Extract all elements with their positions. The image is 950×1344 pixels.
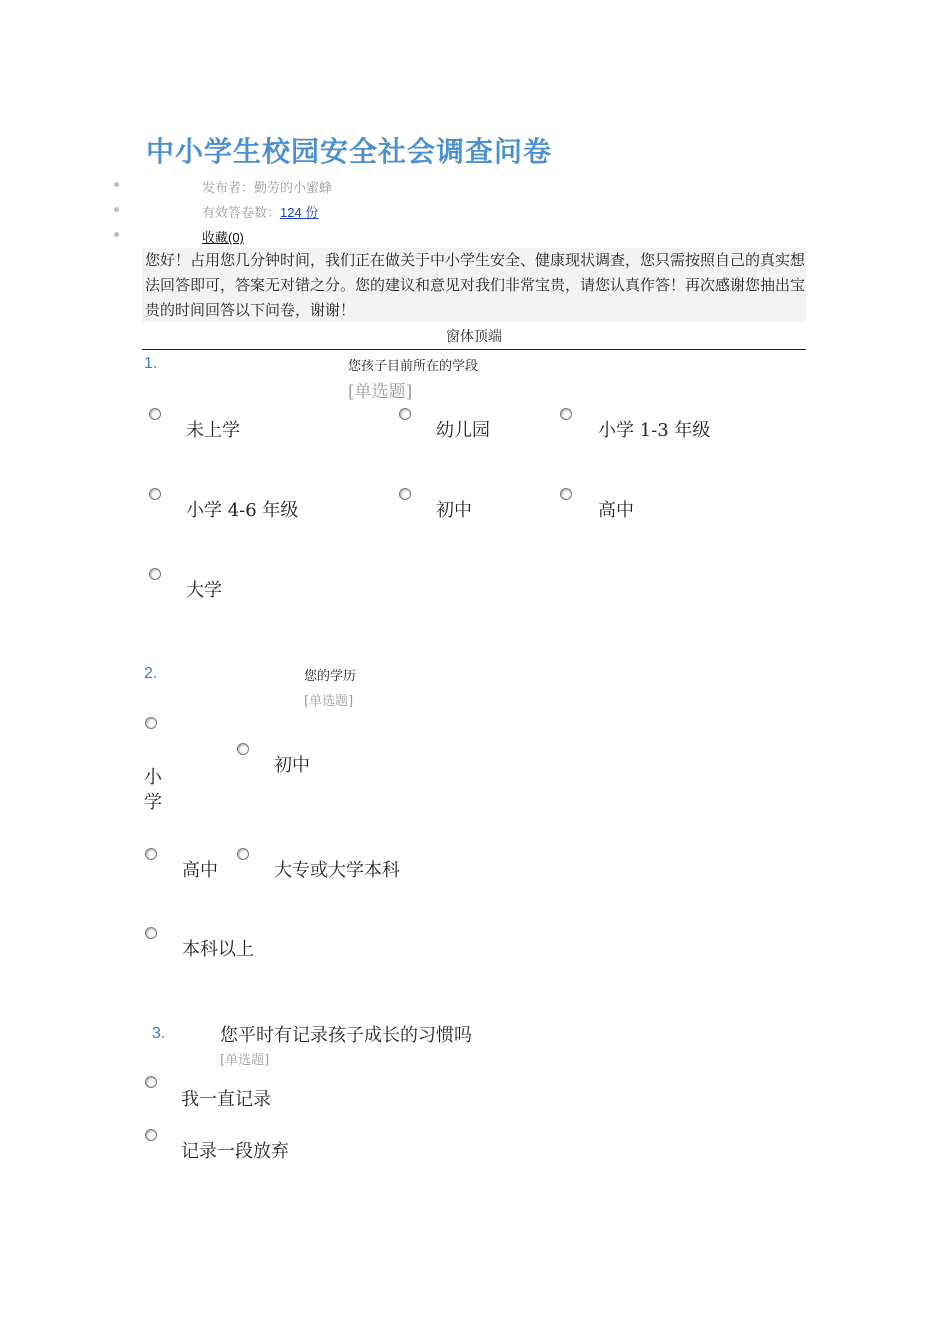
radio-q2-option-2[interactable] [237, 743, 249, 755]
radio-q2-option-1[interactable] [145, 717, 157, 729]
option-label: 幼儿园 [436, 420, 490, 441]
option-label: 初中 [274, 755, 310, 776]
option-label: 大专或大学本科 [274, 860, 400, 881]
option-label: 高中 [598, 500, 634, 521]
list-bullet [114, 232, 119, 237]
divider [142, 349, 806, 350]
radio-q1-option-5[interactable] [399, 488, 411, 500]
radio-q1-option-1[interactable] [149, 408, 161, 420]
radio-q1-option-7[interactable] [149, 568, 161, 580]
question-type: [单选题] [348, 382, 413, 402]
option-label: 小学 [144, 767, 162, 813]
intro-text: 您好！占用您几分钟时间，我们正在做关于中小学生安全、健康现状调查，您只需按照自己的真实想法回答即可，答案无对错之分。您的建议和意见对我们非常宝贵，请您认真作答！再次感谢您抽出宝贵的时间回答以下问卷，谢谢！ [142, 248, 806, 322]
option-label: 小学 4-6 年级 [186, 500, 299, 521]
option-label: 高中 [182, 860, 218, 881]
publisher-row [202, 177, 332, 196]
radio-q2-option-3[interactable] [145, 848, 157, 860]
question-title: 您的学历 [304, 669, 357, 684]
option-label: 我一直记录 [181, 1089, 271, 1110]
list-bullet [114, 182, 119, 187]
question-number: 1. [144, 355, 158, 372]
list-bullet [114, 207, 119, 212]
answers-label: 有效答卷数： [202, 206, 281, 221]
form-top-label: 窗体顶端 [446, 329, 502, 345]
page-title: 中小学生校园安全社会调查问卷 [146, 135, 553, 168]
option-label: 记录一段放弃 [181, 1141, 289, 1162]
radio-q1-option-2[interactable] [399, 408, 411, 420]
radio-q3-option-1[interactable] [145, 1076, 157, 1088]
radio-q3-option-2[interactable] [145, 1129, 157, 1141]
option-label: 大学 [186, 580, 222, 601]
question-number: 3. [152, 1025, 166, 1042]
question-type: [单选题] [304, 694, 354, 709]
question-number: 2. [144, 665, 158, 682]
publisher-name: 勤劳的小蜜蜂 [254, 181, 333, 196]
question-title: 您平时有记录孩子成长的习惯吗 [220, 1025, 472, 1046]
option-label: 小学 1-3 年级 [598, 420, 711, 441]
question-title: 您孩子目前所在的学段 [348, 359, 479, 374]
radio-q1-option-6[interactable] [560, 488, 572, 500]
question-type: [单选题] [220, 1053, 270, 1068]
radio-q2-option-5[interactable] [145, 927, 157, 939]
favorite-row [202, 227, 244, 246]
option-label: 本科以上 [182, 939, 254, 960]
publisher-label: 发布者： [202, 181, 255, 196]
radio-q2-option-4[interactable] [237, 848, 249, 860]
favorite-link[interactable]: 收藏(0) [202, 230, 244, 245]
option-label: 初中 [436, 500, 472, 521]
radio-q1-option-3[interactable] [560, 408, 572, 420]
answers-count-link[interactable]: 124 份 [280, 205, 319, 220]
radio-q1-option-4[interactable] [149, 488, 161, 500]
answers-row [202, 202, 318, 221]
option-label: 未上学 [186, 420, 240, 441]
